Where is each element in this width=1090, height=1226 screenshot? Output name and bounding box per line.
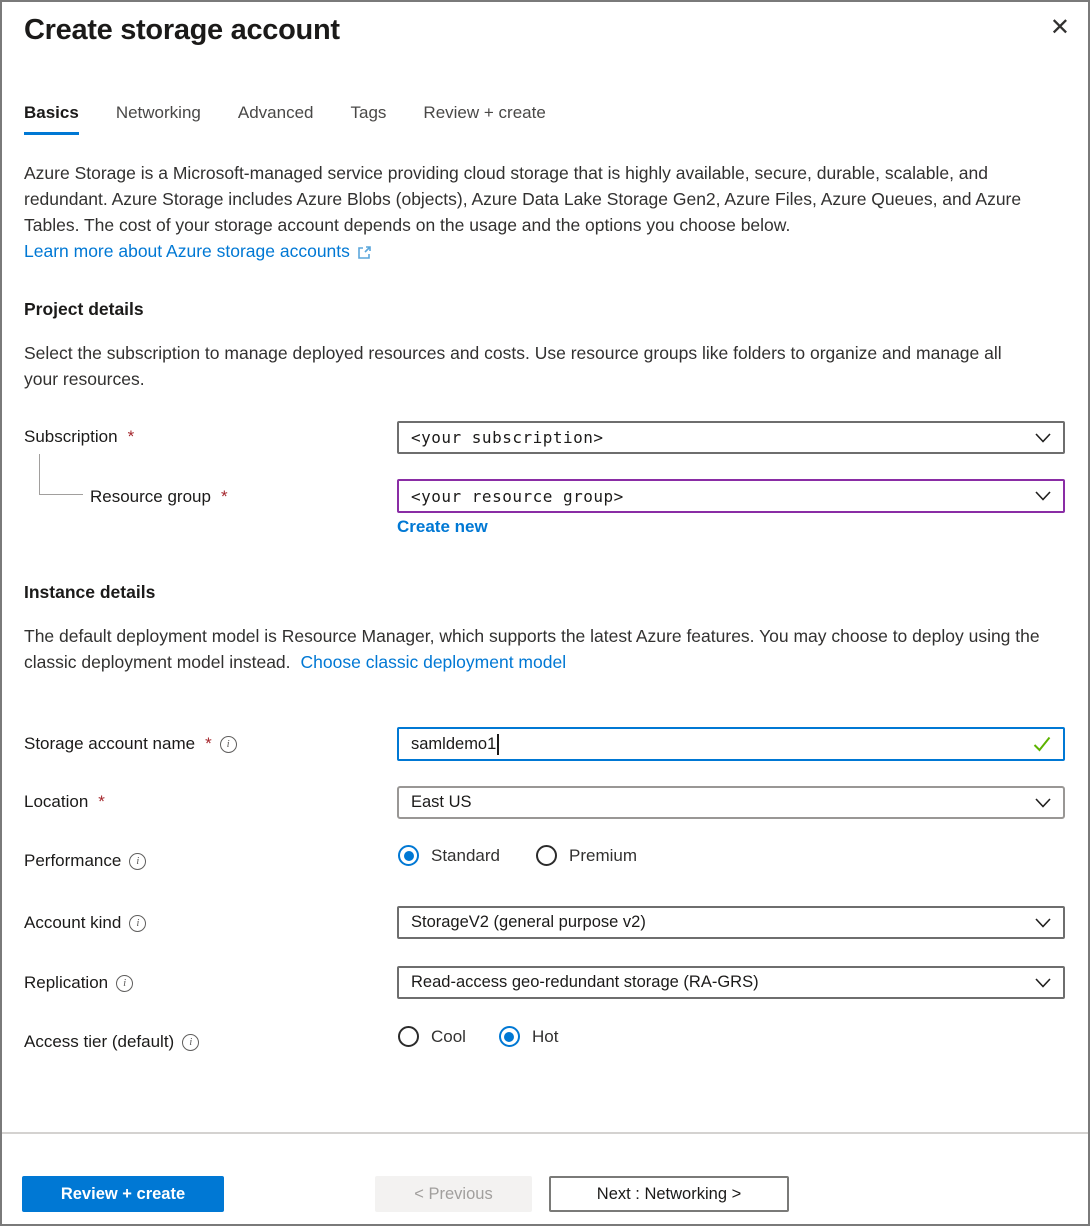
resource-group-dropdown[interactable] <box>397 479 1065 513</box>
resource-group-value: <your resource group> <box>411 486 624 506</box>
hierarchy-connector-vertical <box>39 454 40 495</box>
access-tier-radio-group <box>398 1026 558 1047</box>
learn-more-link[interactable]: Learn more about Azure storage accounts <box>24 241 350 261</box>
storage-account-name-input[interactable] <box>397 727 1065 761</box>
account-kind-label: Account kind i <box>24 913 146 933</box>
required-asterisk: * <box>205 734 212 753</box>
page-title: Create storage account <box>24 14 340 46</box>
learn-more-link-row <box>24 241 372 262</box>
required-asterisk: * <box>220 487 228 506</box>
location-label: Location * <box>24 792 105 811</box>
next-networking-button[interactable]: Next : Networking > <box>549 1176 789 1212</box>
storage-account-name-label: Storage account name * i <box>24 734 237 754</box>
radio-selected-icon <box>398 845 419 866</box>
tab-basics[interactable]: Basics <box>24 103 79 135</box>
radio-hot[interactable]: Hot <box>499 1026 558 1047</box>
tab-tags[interactable]: Tags <box>350 103 387 122</box>
info-icon[interactable]: i <box>220 736 237 753</box>
previous-button[interactable]: < Previous <box>375 1176 532 1212</box>
radio-unselected-icon <box>398 1026 419 1047</box>
resource-group-label: Resource group * <box>90 487 228 506</box>
intro-text: Azure Storage is a Microsoft-managed service providing cloud storage that is highly available, secure, durable, scalable, and redundant. Azure Storage includes Azure Blobs (objects), Azure Data Lake Storage Gen2, Azure Files, Azure Queues, and Azure Tables. The cost of your storage account depends on the usage and the options you choose below. <box>24 163 1022 235</box>
location-dropdown[interactable] <box>397 786 1065 819</box>
required-asterisk: * <box>127 427 135 446</box>
location-value: East US <box>411 793 472 811</box>
storage-account-name-value: samldemo1 <box>411 734 497 753</box>
radio-unselected-icon <box>536 845 557 866</box>
instance-details-heading: Instance details <box>24 582 156 602</box>
info-icon[interactable]: i <box>129 915 146 932</box>
chevron-down-icon <box>1035 978 1051 988</box>
tab-networking[interactable]: Networking <box>115 103 201 122</box>
footer-divider <box>2 1132 1090 1134</box>
radio-selected-icon <box>499 1026 520 1047</box>
tab-review-create[interactable]: Review + create <box>423 103 546 122</box>
chevron-down-icon <box>1035 433 1051 443</box>
subscription-dropdown[interactable] <box>397 421 1065 454</box>
chevron-down-icon <box>1035 491 1051 501</box>
subscription-value: <your subscription> <box>411 428 604 447</box>
replication-dropdown[interactable] <box>397 966 1065 999</box>
external-link-icon <box>357 244 372 259</box>
chevron-down-icon <box>1035 798 1051 808</box>
account-kind-value: StorageV2 (general purpose v2) <box>411 913 646 931</box>
chevron-down-icon <box>1035 918 1051 928</box>
project-details-heading: Project details <box>24 299 144 319</box>
radio-standard[interactable]: Standard <box>398 845 500 866</box>
radio-premium[interactable]: Premium <box>536 845 637 866</box>
access-tier-label: Access tier (default) i <box>24 1032 199 1052</box>
replication-value: Read-access geo-redundant storage (RA-GRS) <box>411 973 759 991</box>
performance-radio-group <box>398 845 637 866</box>
project-details-description: Select the subscription to manage deployed resources and costs. Use resource groups like folders to organize and manage all your resources. <box>24 343 1002 389</box>
create-new-link[interactable]: Create new <box>397 517 488 536</box>
info-icon[interactable]: i <box>116 975 133 992</box>
text-cursor <box>497 734 499 755</box>
instance-details-description: The default deployment model is Resource Manager, which supports the latest Azure features. You may choose to deploy using the classic deployment model instead. Choose classic deployment model <box>24 626 1040 672</box>
tab-advanced[interactable]: Advanced <box>237 103 314 122</box>
close-icon[interactable]: ✕ <box>1049 14 1070 41</box>
review-create-button[interactable]: Review + create <box>22 1176 224 1212</box>
replication-label: Replication i <box>24 973 133 993</box>
account-kind-dropdown[interactable] <box>397 906 1065 939</box>
tab-bar <box>24 103 546 135</box>
radio-cool[interactable]: Cool <box>398 1026 466 1047</box>
classic-deployment-link[interactable]: Choose classic deployment model <box>300 652 567 672</box>
info-icon[interactable]: i <box>182 1034 199 1051</box>
subscription-label: Subscription * <box>24 427 135 446</box>
valid-check-icon <box>1033 736 1051 752</box>
required-asterisk: * <box>98 792 105 811</box>
hierarchy-connector-horizontal <box>39 494 83 495</box>
info-icon[interactable]: i <box>129 853 146 870</box>
performance-label: Performance i <box>24 851 146 871</box>
